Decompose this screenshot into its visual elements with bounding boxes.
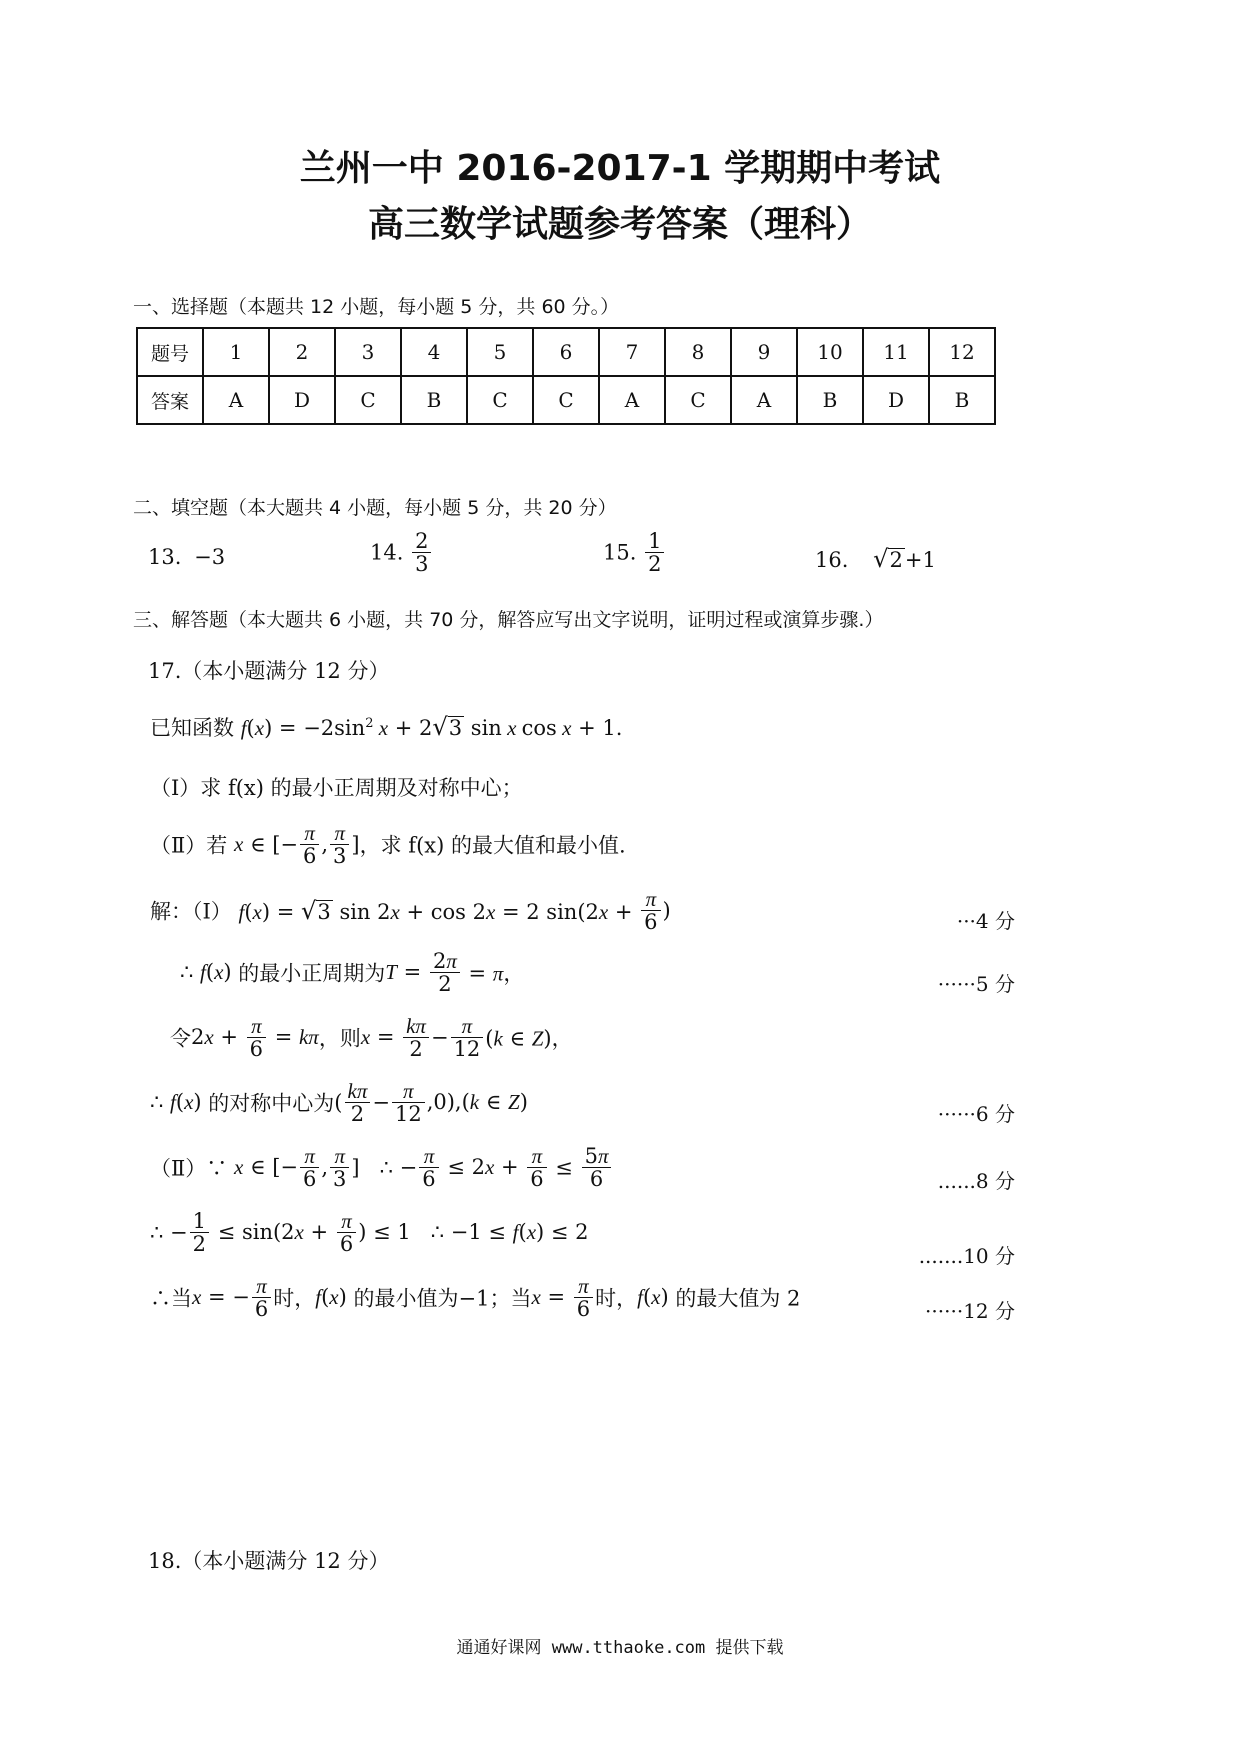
symmetry-text: 的对称中心为: [208, 1091, 335, 1116]
page-subtitle: 高三数学试题参考答案（理科）: [367, 204, 872, 245]
answer-cell: C: [467, 376, 533, 424]
section3-heading: 三、解答题（本大题共 6 小题，共 70 分，解答应写出文字说明，证明过程或演算步骤.）: [133, 609, 884, 631]
question-number: 4: [401, 328, 467, 376]
question-number: 10: [797, 328, 863, 376]
answer-13: [148, 545, 225, 569]
line3-mid: ，则: [318, 1026, 361, 1051]
score-4: ···4 分: [956, 909, 1015, 933]
q17-function-formula: f: [240, 716, 247, 740]
answer-cell: A: [203, 376, 269, 424]
q17-header: 17.（本小题满分 12 分）: [148, 659, 390, 683]
score-12: ······12 分: [925, 1299, 1015, 1323]
q13-value: −3: [194, 545, 226, 569]
answer-14: [370, 530, 433, 575]
q17-part2-suffix: ，求 f(x) 的最大值和最小值.: [359, 833, 626, 858]
q16-radicand: 2: [889, 548, 903, 572]
q18-header: 18.（本小题满分 12 分）: [148, 1549, 390, 1573]
q14-fraction: [412, 530, 431, 575]
line7-a: ∴当: [150, 1286, 192, 1311]
q13-label: 13.: [148, 545, 182, 569]
q16-rest: +1: [904, 548, 936, 572]
q17-given-prefix: 已知函数: [150, 716, 234, 740]
table-row-answers: [137, 376, 995, 424]
answer-cell: D: [863, 376, 929, 424]
answer-cell: A: [731, 376, 797, 424]
answer-table: [136, 327, 996, 425]
row-label-question: 题号: [137, 328, 203, 376]
solution-line-4: ∴ f(x) 的对称中心为( $\frac{k\pi}{2}$ − $\frac{\pi}{12}$ ,0),(k ∈ Z): [150, 1079, 528, 1127]
answer-cell: D: [269, 376, 335, 424]
q15-label: 15.: [603, 540, 637, 565]
answer-15: [603, 530, 666, 575]
question-number: 8: [665, 328, 731, 376]
solution-line-6: ∴ − $\frac{1}{2}$ ≤ sin(2x + $\frac{\pi}{6}$ ) ≤ 1 ∴ −1 ≤ f(x) ≤ 2: [150, 1209, 589, 1257]
solution-line-7: ∴当x = − $\frac{\pi}{6}$ 时，f(x) 的最小值为−1；当x = $\frac{\pi}{6}$ 时，f(x) 的最大值为 2: [150, 1274, 801, 1322]
solution-line-1: 解：（Ⅰ） f(x) = √3 sin 2x + cos 2x = 2 sin(2x + $\frac{\pi}{6}$ ): [150, 887, 671, 935]
section2-heading: 二、填空题（本大题共 4 小题，每小题 5 分，共 20 分）: [133, 497, 617, 519]
q16-label: 16.: [815, 548, 849, 572]
q14-numerator: 2: [412, 530, 431, 553]
question-number: 3: [335, 328, 401, 376]
question-number: 5: [467, 328, 533, 376]
answer-cell: B: [401, 376, 467, 424]
q17-part2-prefix: （Ⅱ）若: [150, 833, 228, 858]
page-title: 兰州一中 2016-2017-1 学期期中考试: [299, 148, 941, 189]
row-label-answer: 答案: [137, 376, 203, 424]
question-number: 6: [533, 328, 599, 376]
line7-c: 的最小值为−1；当: [353, 1286, 532, 1311]
answer-cell: A: [599, 376, 665, 424]
question-number: 11: [863, 328, 929, 376]
score-5: ······5 分: [937, 972, 1015, 996]
line7-d: 时，: [595, 1286, 638, 1311]
question-number: 9: [731, 328, 797, 376]
table-row-questions: [137, 328, 995, 376]
q17-given: 已知函数 $f(x) = -2\sin^2$ x + 2√3 sin x cos x + 1.: [150, 713, 623, 741]
question-number: 2: [269, 328, 335, 376]
sqrt-icon: √: [873, 545, 889, 573]
score-6: ······6 分: [937, 1102, 1015, 1126]
score-8: ......8 分: [937, 1169, 1015, 1193]
question-number: 12: [929, 328, 995, 376]
solution-line-3: 令2x + $\frac{\pi}{6}$ = kπ，则x = $\frac{k\pi}{2}$ − $\frac{\pi}{12}$ (k ∈ Z)，: [170, 1014, 573, 1062]
q15-denominator: 2: [648, 552, 662, 577]
q14-denominator: 3: [415, 552, 429, 577]
q17-part2: （Ⅱ）若 x ∈ [− $\frac{\pi}{6}$ , $\frac{\pi}{3}$ ]，求 f(x) 的最大值和最小值.: [150, 821, 626, 869]
line7-b: 时，: [273, 1286, 316, 1311]
solution-line-2: ∴ f(x) 的最小正周期为T = $\frac{2\pi}{2}$ = π，: [180, 949, 525, 997]
answer-cell: C: [533, 376, 599, 424]
period-text: 的最小正周期为: [238, 961, 386, 986]
section1-heading: 一、选择题（本题共 12 小题，每小题 5 分，共 60 分。）: [133, 296, 620, 318]
q14-label: 14.: [370, 540, 404, 565]
answer-cell: B: [929, 376, 995, 424]
part2-label: （Ⅱ）∵: [150, 1156, 228, 1181]
score-10: .......10 分: [918, 1244, 1015, 1268]
footer-text: 通通好课网 www.tthaoke.com 提供下载: [456, 1638, 784, 1658]
q15-fraction: [645, 530, 664, 575]
solution-line-5: （Ⅱ）∵ x ∈ [− $\frac{\pi}{6}$ , $\frac{\pi}{3}$ ] ∴ − $\frac{\pi}{6}$ ≤ 2x + $\frac{\pi}{6}$ ≤ $\frac{5\pi}{6}$: [150, 1145, 613, 1190]
question-number: 1: [203, 328, 269, 376]
answer-16: [815, 545, 936, 573]
question-number: 7: [599, 328, 665, 376]
line3-prefix: 令: [170, 1026, 191, 1051]
answer-cell: C: [665, 376, 731, 424]
solution-label: 解：（Ⅰ）: [150, 899, 232, 924]
answer-cell: B: [797, 376, 863, 424]
q15-numerator: 1: [645, 530, 664, 553]
line7-e: 的最大值为 2: [675, 1286, 801, 1311]
answer-cell: C: [335, 376, 401, 424]
q17-part1: （Ⅰ）求 f(x) 的最小正周期及对称中心；: [150, 776, 523, 800]
